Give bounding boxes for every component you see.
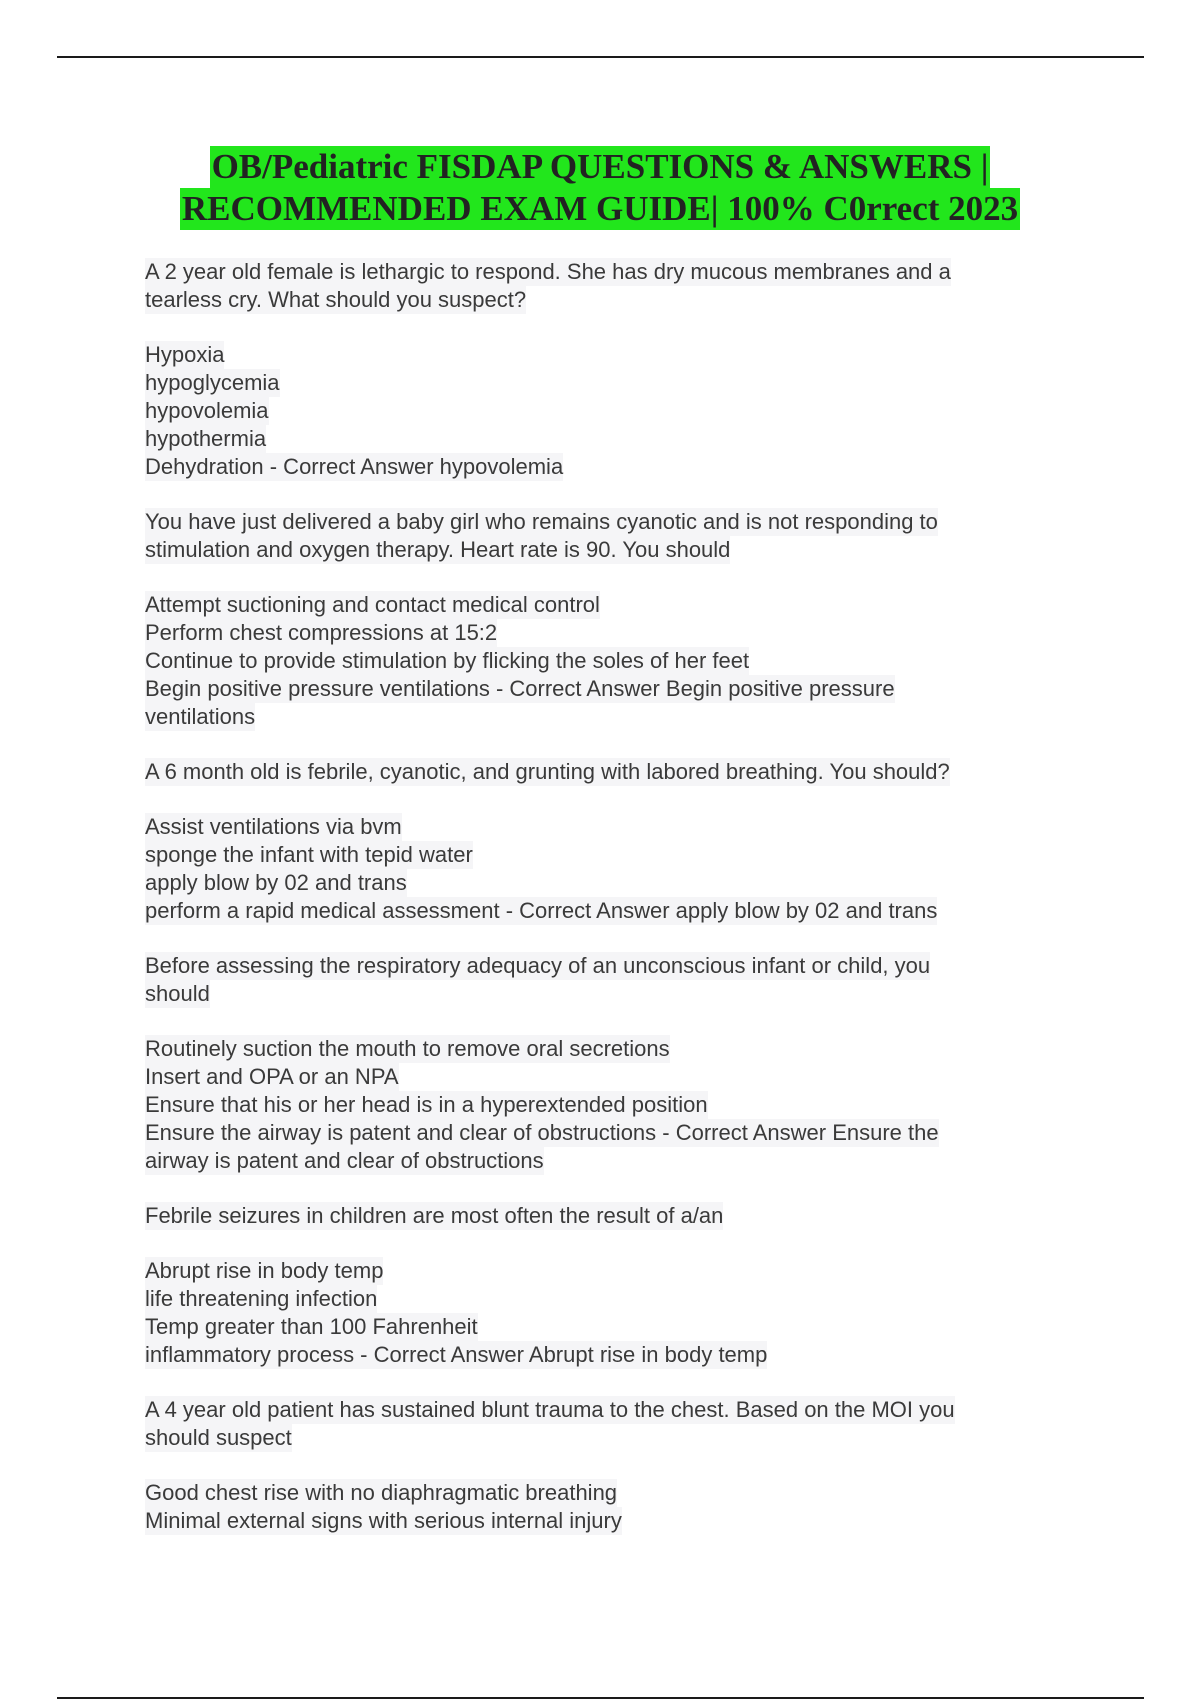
answer-line: apply blow by 02 and trans xyxy=(145,870,407,895)
top-rule xyxy=(57,56,1144,58)
question-text xyxy=(145,758,1065,786)
question-line: A 4 year old patient has sustained blunt trauma to the chest. Based on the MOI you xyxy=(145,1397,955,1422)
question-line: A 2 year old female is lethargic to respond. She has dry mucous membranes and a xyxy=(145,259,951,284)
answer-line: Attempt suctioning and contact medical control xyxy=(145,592,600,617)
answer-line: Abrupt rise in body temp xyxy=(145,1258,384,1283)
question-line: Before assessing the respiratory adequacy of an unconscious infant or child, you xyxy=(145,953,931,978)
answer-line: Insert and OPA or an NPA xyxy=(145,1064,399,1089)
answer-line: Hypoxia xyxy=(145,342,225,367)
qa-item-6 xyxy=(145,1396,1065,1535)
answer-list xyxy=(145,591,1065,731)
document-title xyxy=(0,146,1200,230)
answer-list xyxy=(145,1479,1065,1535)
answer-line: Assist ventilations via bvm xyxy=(145,814,402,839)
answer-line: Minimal external signs with serious internal injury xyxy=(145,1508,622,1533)
answer-list xyxy=(145,1035,1065,1175)
answer-line: airway is patent and clear of obstructions xyxy=(145,1148,544,1173)
question-text xyxy=(145,952,1065,1008)
answer-line: sponge the infant with tepid water xyxy=(145,842,473,867)
answer-line: Perform chest compressions at 15:2 xyxy=(145,620,498,645)
answer-line: Ensure that his or her head is in a hyperextended position xyxy=(145,1092,708,1117)
answer-list xyxy=(145,813,1065,925)
question-text xyxy=(145,1202,1065,1230)
answer-line: perform a rapid medical assessment - Correct Answer apply blow by 02 and trans xyxy=(145,898,938,923)
answer-line: Dehydration - Correct Answer hypovolemia xyxy=(145,454,564,479)
question-text xyxy=(145,508,1065,564)
answer-line: inflammatory process - Correct Answer Abrupt rise in body temp xyxy=(145,1342,768,1367)
question-line: should xyxy=(145,981,210,1006)
question-line: A 6 month old is febrile, cyanotic, and grunting with labored breathing. You should? xyxy=(145,759,950,784)
qa-item-2 xyxy=(145,508,1065,731)
question-line: stimulation and oxygen therapy. Heart rate is 90. You should xyxy=(145,537,731,562)
bottom-rule xyxy=(57,1697,1144,1699)
qa-item-3 xyxy=(145,758,1065,925)
answer-line: hypovolemia xyxy=(145,398,269,423)
title-line-2: RECOMMENDED EXAM GUIDE| 100% C0rrect 2023 xyxy=(181,189,1019,228)
question-line: tearless cry. What should you suspect? xyxy=(145,287,527,312)
answer-line: hypothermia xyxy=(145,426,267,451)
qa-item-4 xyxy=(145,952,1065,1175)
answer-line: Continue to provide stimulation by flicking the soles of her feet xyxy=(145,648,750,673)
answer-list xyxy=(145,1257,1065,1369)
title-line-1: OB/Pediatric FISDAP QUESTIONS & ANSWERS | xyxy=(211,147,989,186)
question-line: Febrile seizures in children are most often the result of a/an xyxy=(145,1203,724,1228)
question-line: should suspect xyxy=(145,1425,292,1450)
answer-line: ventilations xyxy=(145,704,256,729)
question-text xyxy=(145,258,1065,314)
question-line: You have just delivered a baby girl who remains cyanotic and is not responding to xyxy=(145,509,938,534)
qa-item-1 xyxy=(145,258,1065,481)
question-text xyxy=(145,1396,1065,1452)
answer-line: Ensure the airway is patent and clear of obstructions - Correct Answer Ensure the xyxy=(145,1120,939,1145)
answer-line: Routinely suction the mouth to remove oral secretions xyxy=(145,1036,670,1061)
answer-line: hypoglycemia xyxy=(145,370,280,395)
answer-line: Begin positive pressure ventilations - Correct Answer Begin positive pressure xyxy=(145,676,895,701)
answer-list xyxy=(145,341,1065,481)
qa-item-5 xyxy=(145,1202,1065,1369)
answer-line: Good chest rise with no diaphragmatic breathing xyxy=(145,1480,618,1505)
qa-content xyxy=(145,258,1065,1562)
answer-line: life threatening infection xyxy=(145,1286,378,1311)
answer-line: Temp greater than 100 Fahrenheit xyxy=(145,1314,478,1339)
